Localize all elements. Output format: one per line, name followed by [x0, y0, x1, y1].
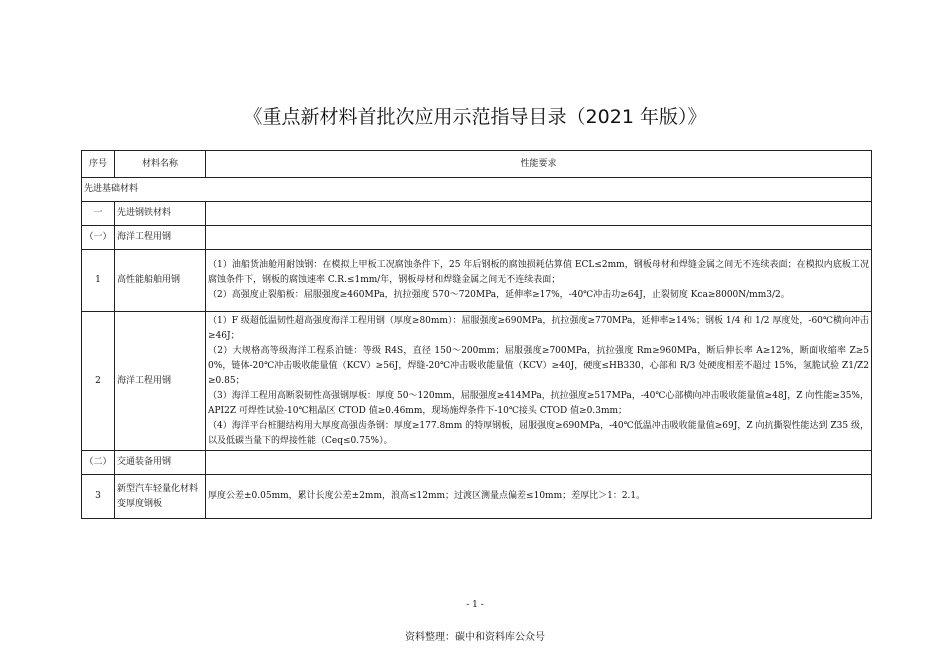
perf-line: （2）高强度止裂船板：屈服强度≥460MPa，抗拉强度 570～720MPa，延伸率≥17%，-40℃冲击功≥64J，止裂韧度 Kca≥8000N/mm3/2。	[208, 290, 790, 300]
subsection-row	[82, 451, 872, 475]
perf-line: （3）海洋工程用高断裂韧性高强钢厚板：厚度 50～120mm，屈服强度≥414MPa，抗拉强度≥517MPa，-40℃心部横向冲击吸收能量值≥48J，Z 向性能≥35%，API2Z 可焊性试验-10℃粗晶区 CTOD 值≥0.46mm，现场施焊条件下-10℃接头 CTOD 值≥0.3mm；	[208, 390, 869, 416]
row-material-name: 海洋工程用钢	[115, 312, 206, 451]
perf-line: （2）大规格高等级海洋工程系泊链：等级 R4S，直径 150～200mm；屈服强度≥700MPa，抗拉强度 Rm≥960MPa，断后伸长率 A≥12%，断面收缩率 Z≥50%，链体-20℃冲击吸收能量值（KCV）≥56J，焊缝-20℃冲击吸收能量值（KCV）≥40J，硬度≤HB330，心部和 R/3 处硬度相差不超过 15%，氢脆试验 Z1/Z2≥0.85；	[208, 345, 869, 386]
header-no: 序号	[82, 151, 115, 178]
section-no: 一	[82, 202, 115, 226]
perf-line: （4）海洋平台桩腿结构用大厚度高强齿条钢：厚度≥177.8mm 的特厚钢板，屈服强度≥690MPa，-40℃低温冲击吸收能量值≥69J，Z 向抗撕裂性能达到 Z35 级，以及低碳当量下的焊接性能（Ceq≤0.75%）。	[208, 420, 869, 446]
table-row	[82, 312, 872, 451]
header-perf: 性能要求	[206, 151, 872, 178]
subsection-row	[82, 226, 872, 250]
section-name: 先进钢铁材料	[115, 202, 206, 226]
source-credit: 资料整理：碳中和资料库公众号	[405, 632, 545, 643]
row-performance: 厚度公差±0.05mm，累计长度公差±2mm，浪高≤12mm；过渡区测量点偏差≤10mm；差厚比＞1：2.1。	[206, 475, 872, 519]
row-no: 2	[82, 312, 115, 451]
row-material-name: 高性能船舶用钢	[115, 250, 206, 312]
document-title: 《重点新材料首批次应用示范指导目录（2021 年版）》	[243, 106, 707, 128]
category-row	[82, 178, 872, 202]
row-no: 3	[82, 475, 115, 519]
subsection-no: （一）	[82, 226, 115, 250]
materials-table	[81, 150, 872, 519]
subsection-perf-empty	[206, 451, 872, 475]
subsection-name: 交通装备用钢	[115, 451, 206, 475]
row-performance	[206, 312, 872, 451]
section-row	[82, 202, 872, 226]
perf-line: （1）油船货油舱用耐蚀钢：在模拟上甲板工况腐蚀条件下，25 年后钢板的腐蚀损耗估算值 ECL≤2mm，钢板母材和焊缝金属之间无不连续表面；在模拟内底板工况腐蚀条件下，钢板的腐蚀速率 C.R.≤1mm/年，钢板母材和焊缝金属之间无不连续表面；	[208, 260, 869, 285]
row-material-name: 新型汽车轻量化材料变厚度钢板	[115, 475, 206, 519]
table-row	[82, 250, 872, 312]
page-number: - 1 -	[466, 600, 484, 610]
table-row	[82, 475, 872, 519]
table-header-row	[82, 151, 872, 178]
section-perf-empty	[206, 202, 872, 226]
perf-line: （1）F 级超低温韧性超高强度海洋工程用钢（厚度≥80mm）：屈服强度≥690MPa，抗拉强度≥770MPa，延伸率≥14%；钢板 1/4 和 1/2 厚度处，-60℃横向冲击≥46J；	[208, 315, 869, 341]
subsection-perf-empty	[206, 226, 872, 250]
category-label: 先进基础材料	[82, 178, 872, 202]
subsection-name: 海洋工程用钢	[115, 226, 206, 250]
row-no: 1	[82, 250, 115, 312]
header-name: 材料名称	[115, 151, 206, 178]
row-performance	[206, 250, 872, 312]
subsection-no: （二）	[82, 451, 115, 475]
